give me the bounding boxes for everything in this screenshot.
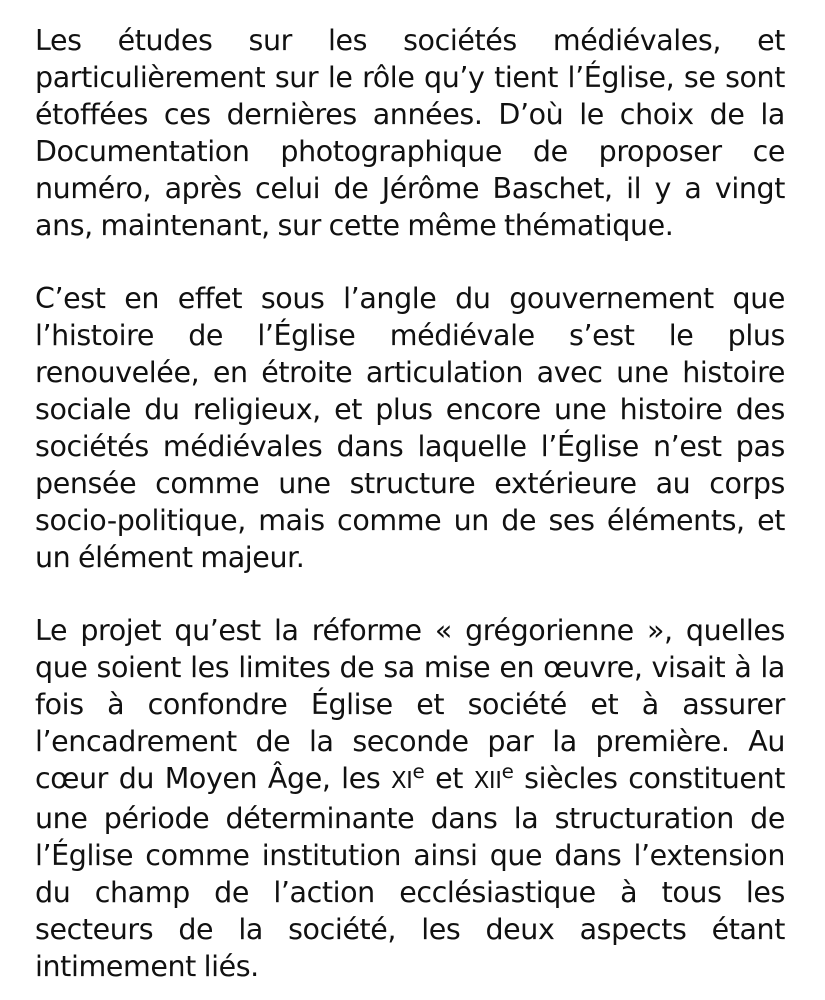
century-eleven-suffix: e bbox=[412, 759, 425, 784]
paragraph-2: C’est en effet sous l’angle du gouvernement que l’histoire de l’Église médiévale s’est le plus renouvelée, en étroite articulation avec une histoire sociale du religieux, et plus encore une histoire des sociétés médiévales dans laquelle l’Église n’est pas pensée comme une structure extérieure au corps socio-politique, mais comme un de ses éléments, et un élément majeur. bbox=[35, 282, 785, 574]
paragraph-3-text-before: Le projet qu’est la réforme « grégorienne », quelles que soient les limites de sa mise en œuvre, visait à la fois à confondre Église et société et à assurer l’encadrement de la seconde par la première. Au cœur du Moyen Âge, les bbox=[35, 614, 785, 795]
paragraph-1: Les études sur les sociétés médiévales, et particulièrement sur le rôle qu’y tient l’Église, se sont étoffées ces dernières années. D’où le choix de la Documentation photographique de proposer ce numéro, après celui de Jérôme Baschet, il y a vingt ans, maintenant, sur cette même thématique. bbox=[35, 24, 785, 242]
paragraph-3 bbox=[35, 612, 785, 985]
document-body bbox=[35, 22, 785, 985]
century-eleven: XI bbox=[390, 768, 413, 794]
century-twelve: XII bbox=[473, 768, 502, 794]
paragraph-3-text-after: siècles constituent une période déterminante dans la structuration de l’Église comme institution ainsi que dans l’extension du champ de l’action ecclésiastique à tous les secteurs de la société, les deux aspects étant intimement liés. bbox=[35, 762, 786, 983]
century-twelve-suffix: e bbox=[501, 759, 514, 784]
paragraph-3-conjunction: et bbox=[424, 762, 474, 795]
